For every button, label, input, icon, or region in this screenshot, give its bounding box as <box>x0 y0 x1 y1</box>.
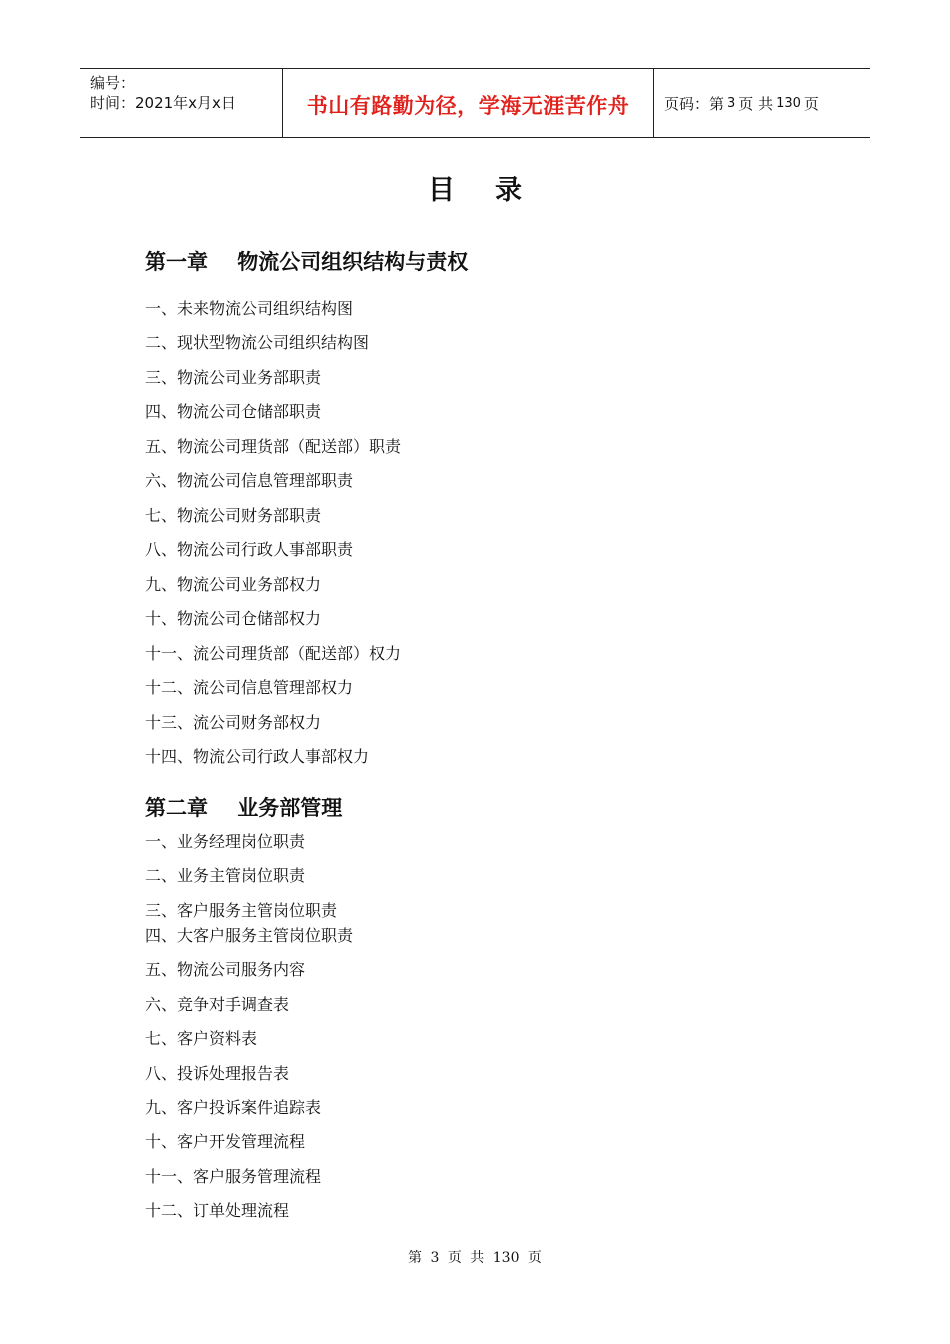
chapter-heading: 第一章 物流公司组织结构与责权 <box>145 250 469 274</box>
toc-item: 五、物流公司服务内容 <box>145 960 306 979</box>
total-page-number: 130 <box>776 95 801 111</box>
toc-item: 四、大客户服务主管岗位职责 <box>145 926 354 945</box>
toc-item: 十四、物流公司行政人事部权力 <box>145 747 370 766</box>
page-footer: 第 3 页 共 130 页 <box>408 1250 542 1266</box>
toc-item: 八、物流公司行政人事部职责 <box>145 540 354 559</box>
document-number-label: 编号： <box>90 74 136 92</box>
toc-item: 九、客户投诉案件追踪表 <box>145 1098 322 1117</box>
toc-item: 九、物流公司业务部权力 <box>145 575 322 594</box>
toc-item: 一、未来物流公司组织结构图 <box>145 299 354 318</box>
toc-item: 十、物流公司仓储部权力 <box>145 609 322 628</box>
toc-item: 三、客户服务主管岗位职责 <box>145 901 338 920</box>
toc-item: 五、物流公司理货部（配送部）职责 <box>145 437 402 456</box>
header-page-indicator: 页码：第 3 页 共 130 页 <box>664 94 819 113</box>
toc-item: 一、业务经理岗位职责 <box>145 832 306 851</box>
document-title: 目录 <box>428 175 562 206</box>
document-time-label: 时间：2021年x月x日 <box>90 94 236 112</box>
toc-item: 六、物流公司信息管理部职责 <box>145 471 354 490</box>
page-header <box>80 68 870 138</box>
toc-item: 三、物流公司业务部职责 <box>145 368 322 387</box>
toc-item: 十一、客户服务管理流程 <box>145 1167 322 1186</box>
chapter-heading: 第二章 业务部管理 <box>145 796 343 820</box>
toc-item: 四、物流公司仓储部职责 <box>145 402 322 421</box>
toc-item: 六、竞争对手调查表 <box>145 995 290 1014</box>
toc-item: 十二、流公司信息管理部权力 <box>145 678 354 697</box>
toc-item: 七、物流公司财务部职责 <box>145 506 322 525</box>
toc-item: 二、现状型物流公司组织结构图 <box>145 333 370 352</box>
toc-item: 十一、流公司理货部（配送部）权力 <box>145 644 402 663</box>
header-meta <box>80 69 282 137</box>
toc-item: 十、客户开发管理流程 <box>145 1132 306 1151</box>
current-page-number: 3 <box>727 95 736 111</box>
toc-item: 十三、流公司财务部权力 <box>145 713 322 732</box>
toc-item: 七、客户资料表 <box>145 1029 258 1048</box>
toc-item: 八、投诉处理报告表 <box>145 1064 290 1083</box>
toc-item: 二、业务主管岗位职责 <box>145 866 306 885</box>
header-motto: 书山有路勤为径，学海无涯苦作舟 <box>282 69 654 137</box>
toc-item: 十二、订单处理流程 <box>145 1201 290 1220</box>
